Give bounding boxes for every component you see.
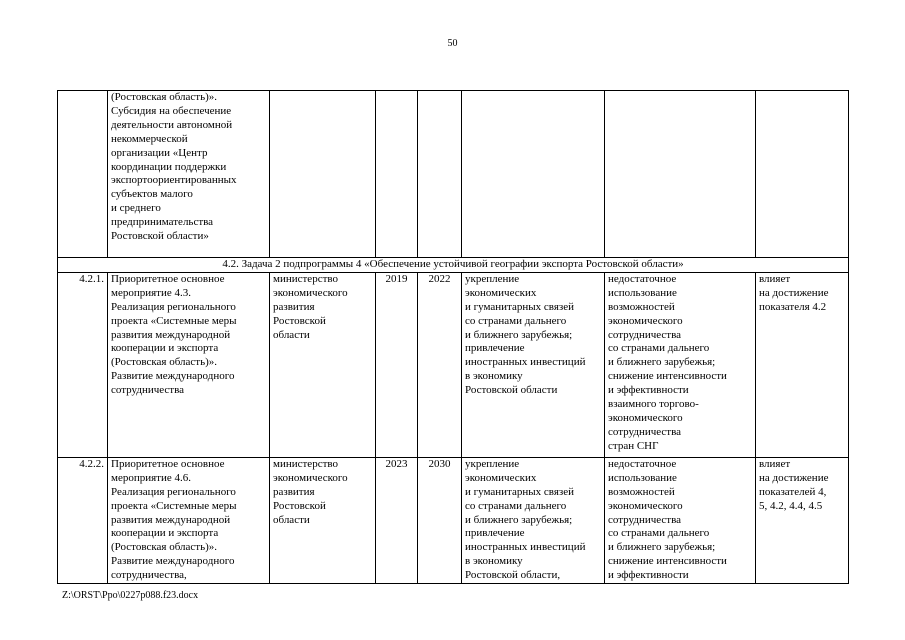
table-row: [58, 457, 849, 583]
cell-measure-name: (Ростовская область)». Субсидия на обеспечение деятельности автономной некоммерческой организации «Центр координации поддержки экспортоориентированных субъектов малого и среднего предпринимательства Ростовской области»: [108, 91, 270, 258]
measures-table: [57, 90, 849, 584]
cell-executor: министерство экономического развития Ростовской области: [270, 457, 376, 583]
cell-executor: [270, 91, 376, 258]
cell-measure-name: Приоритетное основное мероприятие 4.3. Реализация регионального проекта «Системные меры развития международной кооперации и экспорта (Ростовская область)». Развитие международного сотрудничества: [108, 272, 270, 457]
cell-relation: влияет на достижение показателя 4.2: [756, 272, 849, 457]
cell-start-year: 2019: [376, 272, 418, 457]
cell-number: [58, 91, 108, 258]
cell-consequences: недостаточное использование возможностей экономического сотрудничества со странами дальнего и ближнего зарубежья; снижение интенсивности и эффективности: [605, 457, 756, 583]
cell-consequences: недостаточное использование возможностей экономического сотрудничества со странами дальнего и ближнего зарубежья; снижение интенсивности и эффективности взаимного торгово- экономического сотрудничества стран СНГ: [605, 272, 756, 457]
cell-measure-name: Приоритетное основное мероприятие 4.6. Реализация регионального проекта «Системные меры развития международной кооперации и экспорта (Ростовская область)». Развитие международного сотрудничества,: [108, 457, 270, 583]
cell-end-year: 2022: [418, 272, 462, 457]
cell-start-year: [376, 91, 418, 258]
cell-consequences: [605, 91, 756, 258]
table-row: [58, 272, 849, 457]
cell-end-year: [418, 91, 462, 258]
page-number: 50: [447, 38, 458, 49]
cell-relation: влияет на достижение показателей 4, 5, 4.2, 4.4, 4.5: [756, 457, 849, 583]
footer-file-path: Z:\ORST\Ppo\0227p088.f23.docx: [62, 590, 199, 601]
cell-number: 4.2.1.: [58, 272, 108, 457]
cell-relation: [756, 91, 849, 258]
cell-end-year: 2030: [418, 457, 462, 583]
task-header-row: [58, 258, 849, 273]
task-header: 4.2. Задача 2 подпрограммы 4 «Обеспечение устойчивой географии экспорта Ростовской области»: [58, 258, 849, 273]
cell-start-year: 2023: [376, 457, 418, 583]
cell-executor: министерство экономического развития Ростовской области: [270, 272, 376, 457]
cell-number: 4.2.2.: [58, 457, 108, 583]
cell-expected-result: укрепление экономических и гуманитарных связей со странами дальнего и ближнего зарубежья; привлечение иностранных инвестиций в экономику Ростовской области: [462, 272, 605, 457]
cell-expected-result: укрепление экономических и гуманитарных связей со странами дальнего и ближнего зарубежья; привлечение иностранных инвестиций в экономику Ростовской области,: [462, 457, 605, 583]
table-row: [58, 91, 849, 258]
cell-expected-result: [462, 91, 605, 258]
